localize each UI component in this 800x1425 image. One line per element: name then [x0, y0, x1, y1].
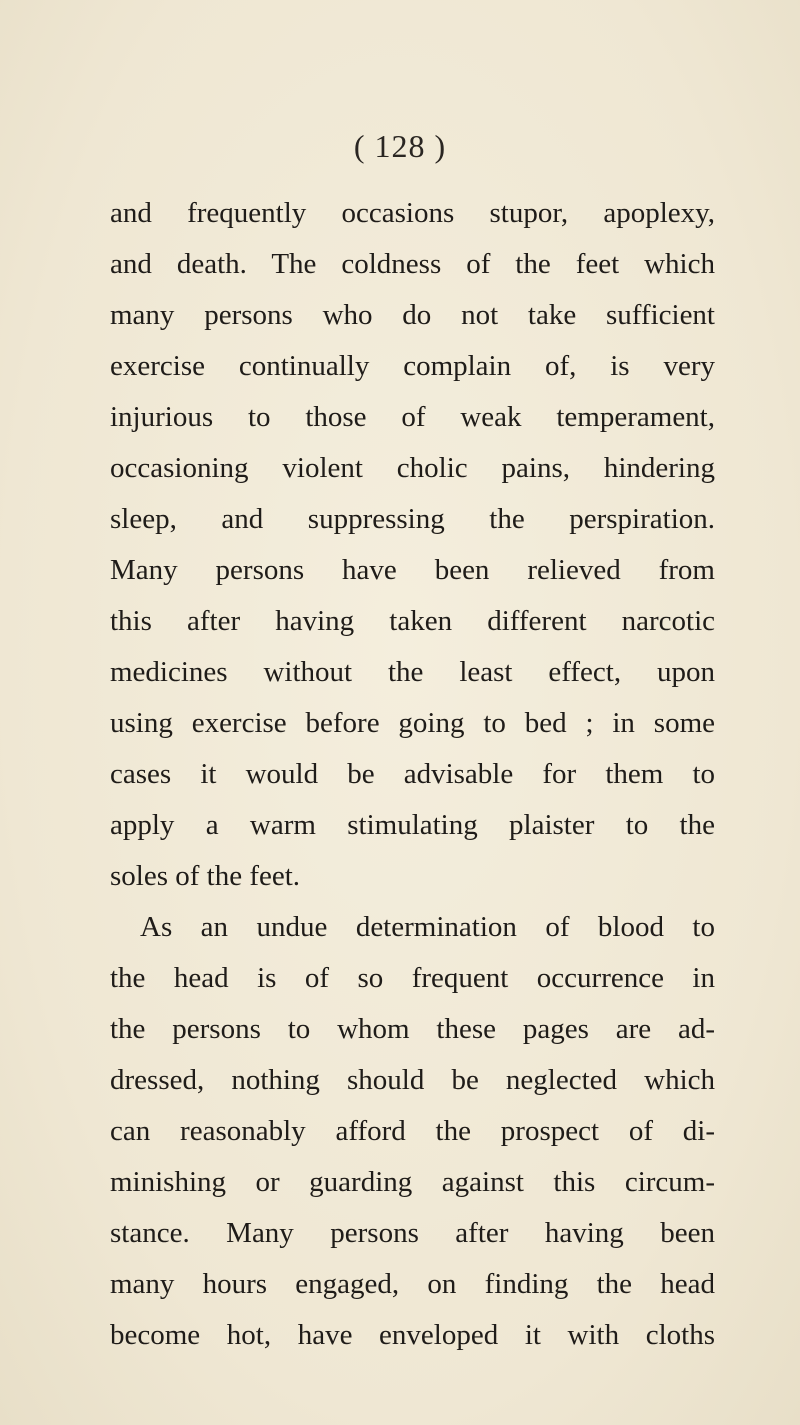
text-line: medicines without the least effect, upon	[110, 656, 715, 688]
text-line: apply a warm stimulating plaister to the	[110, 809, 715, 841]
text-line: As an undue determination of blood to	[140, 911, 715, 943]
text-line: exercise continually complain of, is very	[110, 350, 715, 382]
text-line: this after having taken different narcotic	[110, 605, 715, 637]
text-line: cases it would be advisable for them to	[110, 758, 715, 790]
text-line: the head is of so frequent occurrence in	[110, 962, 715, 994]
text-line: many persons who do not take sufficient	[110, 299, 715, 331]
text-line: soles of the feet.	[110, 860, 301, 892]
text-line: sleep, and suppressing the perspiration.	[110, 503, 715, 535]
text-line: stance. Many persons after having been	[110, 1217, 715, 1249]
text-line: minishing or guarding against this circum-	[110, 1166, 715, 1198]
text-line: can reasonably afford the prospect of di-	[110, 1115, 715, 1147]
text-line: and frequently occasions stupor, apoplexy,	[110, 197, 715, 229]
text-line: and death. The coldness of the feet which	[110, 248, 715, 280]
text-line: Many persons have been relieved from	[110, 554, 715, 586]
text-line: become hot, have enveloped it with cloths	[110, 1319, 715, 1351]
body-text	[110, 188, 715, 1361]
text-line: the persons to whom these pages are ad-	[110, 1013, 715, 1045]
text-line: injurious to those of weak temperament,	[110, 401, 715, 433]
page-number: ( 128 )	[353, 128, 447, 164]
text-line: using exercise before going to bed ; in some	[110, 707, 715, 739]
text-line: dressed, nothing should be neglected which	[110, 1064, 715, 1096]
text-line: occasioning violent cholic pains, hindering	[110, 452, 715, 484]
text-line: many hours engaged, on finding the head	[110, 1268, 715, 1300]
